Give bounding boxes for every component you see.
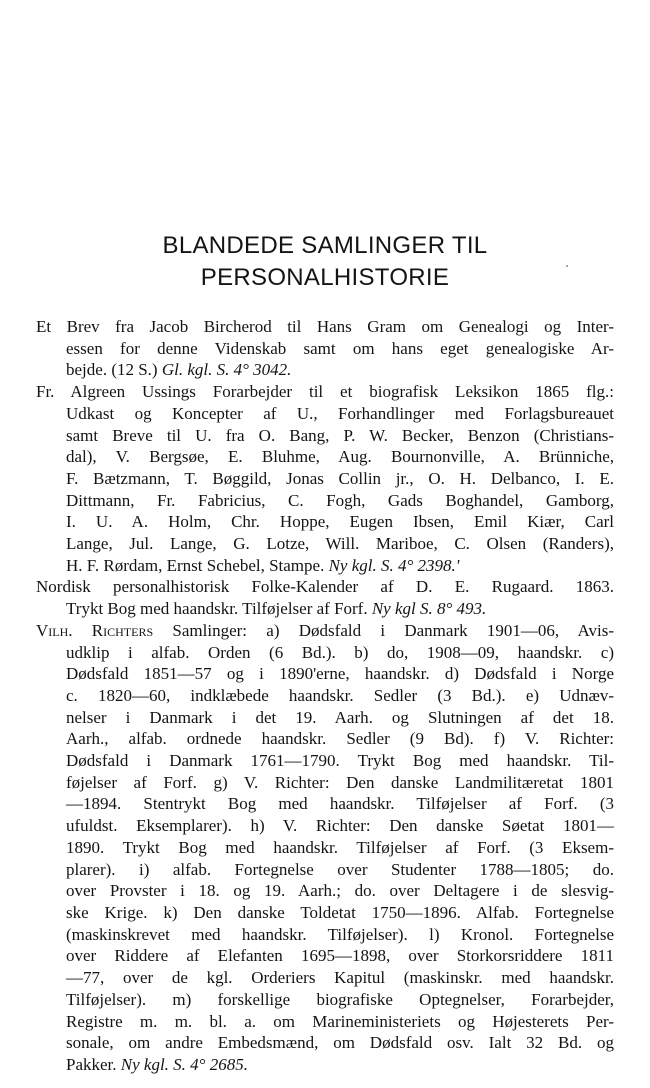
entry-line: 1890. Trykt Bog med haandskr. Tilføjelser af Forf. (3 Eksem- xyxy=(66,837,614,857)
entry-line: Aarh., alfab. ordnede haandskr. Sedler (9 Bd). f) V. Richter: xyxy=(66,729,614,749)
entry-text: Pakker. xyxy=(66,1054,121,1074)
entry-line: —77, over de kgl. Orderiers Kapitul (maskinskr. med haandskr. xyxy=(66,968,614,988)
entry-line: nelser i Danmark i det 19. Aarh. og Slutningen af det 18. xyxy=(66,707,614,727)
catalogue-entry-algreen-ussing xyxy=(36,381,614,576)
entry-line xyxy=(36,555,614,577)
entry-text: H. F. Rørdam, Ernst Schebel, Stampe. xyxy=(66,555,329,575)
entry-line: c. 1820—60, indklæbede haandskr. Sedler (3 Bd.). e) Udnæv- xyxy=(66,685,614,705)
shelfmark: Ny kgl. S. 4° 2685. xyxy=(120,1054,248,1074)
entry-line xyxy=(36,1054,614,1076)
page-title-line-2: PERSONALHISTORIE xyxy=(200,264,450,291)
entry-line: over Provster i 18. og 19. Aarh.; do. over Deltagere i de slesvig- xyxy=(66,881,614,901)
entry-line: Nordisk personalhistorisk Folke-Kalender af D. E. Rugaard. 1863. xyxy=(36,577,614,597)
entry-line: over Riddere af Elefanten 1695—1898, over Storkorsriddere 1811 xyxy=(66,946,614,966)
entry-line: udklip i alfab. Orden (6 Bd.). b) do, 1908—09, haandskr. c) xyxy=(66,642,614,662)
entry-line: sonale, om andre Embedsmænd, om Dødsfald osv. Ialt 32 Bd. og xyxy=(66,1033,614,1053)
entry-line: Dødsfald 1851—57 og i 1890'erne, haandskr. d) Dødsfald i Norge xyxy=(66,664,614,684)
shelfmark: Gl. kgl. S. 4° 3042. xyxy=(161,360,292,380)
page-title-line-1: BLANDEDE SAMLINGER TIL xyxy=(162,232,488,259)
entry-line: Dittmann, Fr. Fabricius, C. Fogh, Gads Boghandel, Gamborg, xyxy=(66,490,614,510)
entry-line: (maskinskrevet med haandskr. Tilføjelser). l) Kronol. Fortegnelse xyxy=(66,924,614,944)
entry-line: essen for denne Videnskab samt om hans eget genealogiske Ar- xyxy=(66,338,614,358)
paper-speck xyxy=(566,265,568,267)
entry-line: Lange, Jul. Lange, G. Lotze, Will. Mariboe, C. Olsen (Randers), xyxy=(66,534,614,554)
shelfmark: Ny kgl. S. 4° 2398.' xyxy=(328,555,460,575)
entry-line: I. U. A. Holm, Chr. Hoppe, Eugen Ibsen, Emil Kiær, Carl xyxy=(66,512,614,532)
entry-line: føjelser af Forf. g) V. Richter: Den danske Landmilitæretat 1801 xyxy=(66,772,614,792)
catalogue-entry-richter xyxy=(36,620,614,1076)
entry-line: plarer). i) alfab. Fortegnelse over Studenter 1788—1805; do. xyxy=(66,859,614,879)
entry-line xyxy=(36,620,614,642)
entry-text: Samlinger: a) Dødsfald i Danmark 1901—06, Avis- xyxy=(153,620,614,640)
entry-line: Fr. Algreen Ussings Forarbejder til et biografisk Leksikon 1865 flg.: xyxy=(36,382,614,402)
catalogue-entry-bircherod xyxy=(36,316,614,381)
entry-line xyxy=(36,598,614,620)
entry-line: Udkast og Koncepter af U., Forhandlinger med Forlagsbureauet xyxy=(66,403,614,423)
entry-lead-name: Vilh. Richters xyxy=(36,620,154,640)
entry-line: dal), V. Bergsøe, E. Bluhme, Aug. Bournonville, A. Brünniche, xyxy=(66,447,614,467)
shelfmark: Ny kgl S. 8° 493. xyxy=(371,599,487,619)
entry-line xyxy=(36,359,614,381)
catalogue-entries xyxy=(36,316,614,1076)
entry-line: Registre m. m. bl. a. om Marineministeriets og Højesterets Per- xyxy=(66,1011,614,1031)
entry-line: Et Brev fra Jacob Bircherod til Hans Gram om Genealogi og Inter- xyxy=(36,317,614,336)
entry-line: Tilføjelser). m) forskellige biografiske Optegnelser, Forarbejder, xyxy=(66,989,614,1009)
entry-line: Dødsfald i Danmark 1761—1790. Trykt Bog med haandskr. Til- xyxy=(66,751,614,771)
entry-line: F. Bætzmann, T. Bøggild, Jonas Collin jr., O. H. Delbanco, I. E. xyxy=(66,468,614,488)
entry-text: Trykt Bog med haandskr. Tilføjelser af Forf. xyxy=(66,599,372,619)
entry-line: —1894. Stentrykt Bog med haandskr. Tilføjelser af Forf. (3 xyxy=(66,794,614,814)
entry-line: ufuldst. Eksemplarer). h) V. Richter: Den danske Søetat 1801— xyxy=(66,816,614,836)
catalogue-entry-folke-kalender xyxy=(36,576,614,619)
entry-line: samt Breve til U. fra O. Bang, P. W. Becker, Benzon (Christians- xyxy=(66,425,614,445)
entry-line: ske Krige. k) Den danske Toldetat 1750—1896. Alfab. Fortegnelse xyxy=(66,902,614,922)
entry-text: bejde. (12 S.) xyxy=(66,360,162,380)
